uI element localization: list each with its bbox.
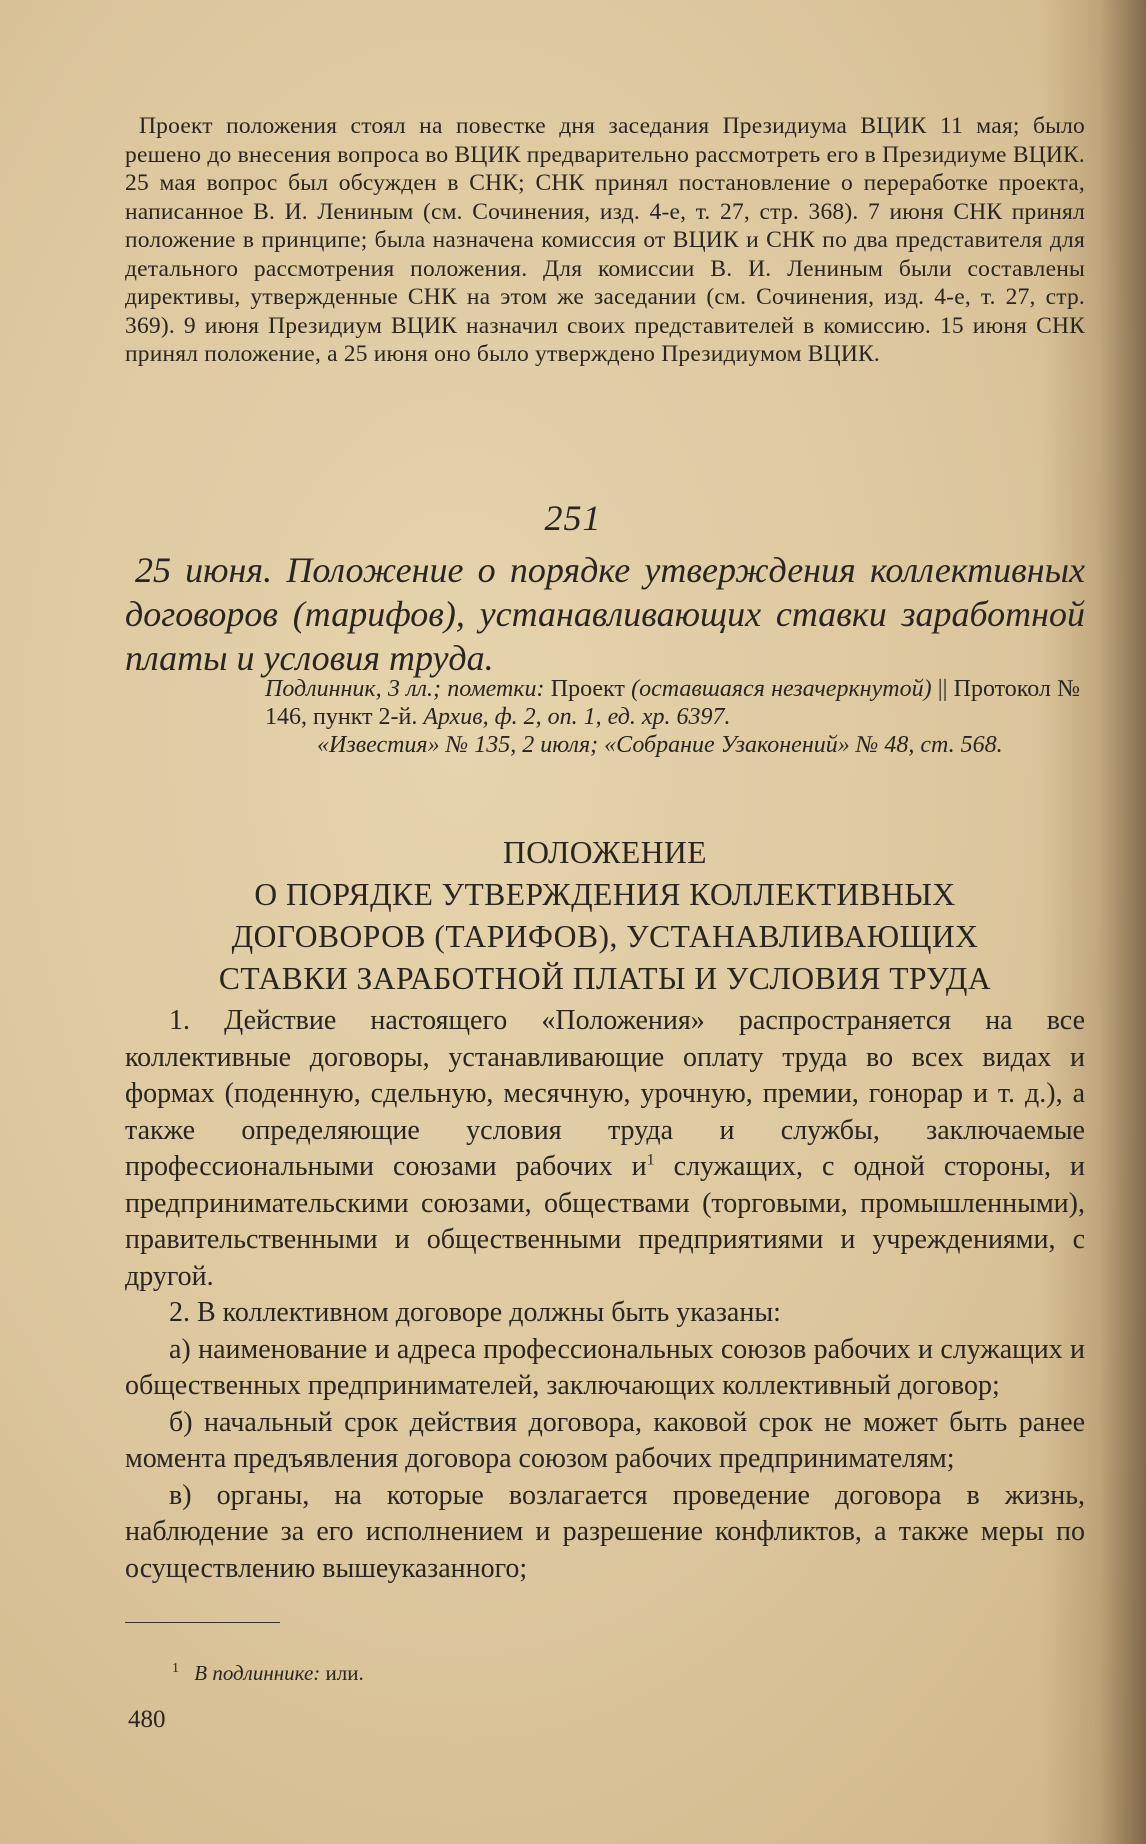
page-number: 480 bbox=[128, 1706, 166, 1733]
footnote-text: или. bbox=[325, 1661, 364, 1685]
item-v: в) органы, на которые возлагается проведение договора в жизнь, наблюдение за его исполнением и разрешение конфликтов, а также меры по осуществлению вышеуказанного; bbox=[125, 1479, 1085, 1584]
document-title: 25 июня. Положение о порядке утверждения коллективных договоров (тарифов), устанавливающих ставки заработной платы и условия труда. bbox=[125, 550, 1085, 678]
item-a: а) наименование и адреса профессиональных союзов рабочих и служащих и общественных предпринимателей, заключающих коллективный договор; bbox=[125, 1333, 1085, 1401]
heading-line: ДОГОВОРОВ (ТАРИФОВ), УСТАНАВЛИВАЮЩИХ bbox=[231, 919, 979, 954]
publication-reference: «Известия» № 135, 2 июля; «Собрание Узаконений» № 48, ст. 568. bbox=[317, 732, 1003, 758]
decree-body bbox=[125, 1003, 1085, 1587]
original-label: Подлинник, 3 лл.; пометки: bbox=[265, 676, 545, 702]
paragraph-1-end: служащих, с одной стороны, и предпринимательскими союзами, обществами (торговыми, промышленными), правительственными и общественными предприятиями и учреждениями, с другой. bbox=[125, 1151, 1085, 1292]
heading-line: ПОЛОЖЕНИЕ bbox=[503, 835, 707, 870]
original-mark-note: (оставшаяся незачеркнутой) bbox=[631, 676, 932, 702]
archive-reference bbox=[265, 675, 1080, 731]
heading-line: О ПОРЯДКЕ УТВЕРЖДЕНИЯ КОЛЛЕКТИВНЫХ bbox=[254, 877, 956, 912]
paragraph-1 bbox=[125, 1003, 1085, 1295]
footnote-divider bbox=[125, 1622, 280, 1623]
heading-line: СТАВКИ ЗАРАБОТНОЙ ПЛАТЫ И УСЛОВИЯ ТРУДА bbox=[218, 961, 992, 996]
paragraph-2: 2. В коллективном договоре должны быть указаны: bbox=[169, 1297, 781, 1328]
item-b: б) начальный срок действия договора, каковой срок не может быть ранее момента предъявления договора союзом рабочих предпринимателям; bbox=[125, 1406, 1085, 1474]
paragraph-1-start: 1. Действие настоящего «Положения» распространяется на все коллективные договоры, устанавливающие оплату труда во всех видах и формах (поденную, сдельную, месячную, урочную, премии, гонорар и т. д.), а также определяющие условия труда и службы, заключаемые профессиональными союзами рабочих и bbox=[125, 1005, 1085, 1182]
protocol-reference: || Протокол № 146, пункт 2-й. bbox=[265, 676, 1081, 730]
decree-heading bbox=[125, 832, 1085, 1000]
document-number: 251 bbox=[544, 498, 602, 538]
footnote bbox=[172, 1656, 364, 1686]
archive-location: Архив, ф. 2, оп. 1, ед. хр. 6397. bbox=[423, 704, 731, 730]
original-mark: Проект bbox=[550, 676, 625, 702]
footnote-reference: 1 bbox=[646, 1151, 655, 1169]
editorial-note: Проект положения стоял на повестке дня заседания Президиума ВЦИК 11 мая; было решено до внесения вопроса во ВЦИК предварительно рассмотреть его в Президиуме ВЦИК. 25 мая вопрос был обсужден в СНК; СНК принял постановление о переработке проекта, написанное В. И. Лениным (см. Сочинения, изд. 4-е, т. 27, стр. 368). 7 июня СНК принял положение в принципе; была назначена комиссия от ВЦИК и СНК по два представителя для детального рассмотрения положения. Для комиссии В. И. Лениным были составлены директивы, утвержденные СНК на этом же заседании (см. Сочинения, изд. 4-е, т. 27, стр. 369). 9 июня Президиум ВЦИК назначил своих представителей в комиссию. 15 июня СНК принял положение, а 25 июня оно было утверждено Президиумом ВЦИК. bbox=[125, 113, 1085, 367]
footnote-marker: 1 bbox=[172, 1661, 179, 1676]
footnote-label: В подлиннике: bbox=[194, 1661, 321, 1685]
source-reference bbox=[265, 675, 1080, 759]
